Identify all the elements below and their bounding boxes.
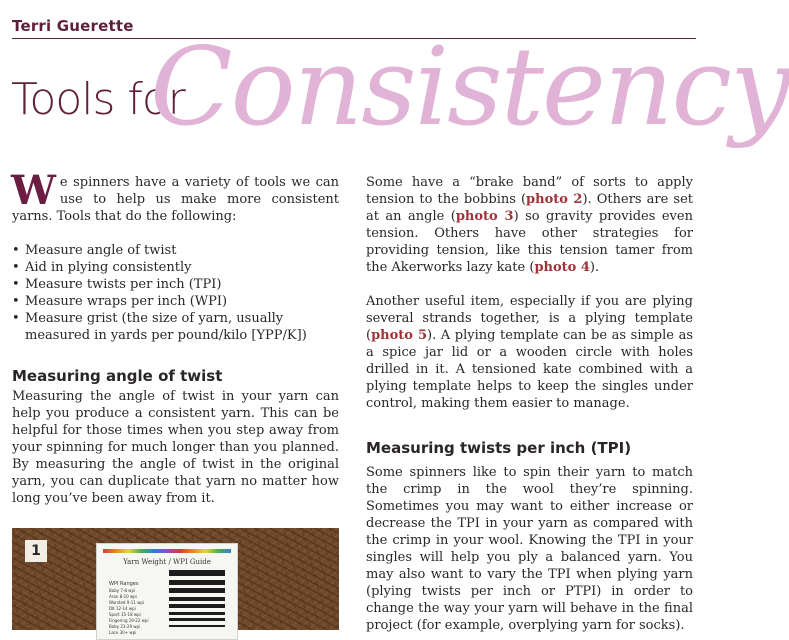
plying-template-paragraph: [366, 293, 693, 412]
wpi-bar: [169, 588, 225, 593]
card-row: DK 12-14 wpi: [109, 606, 136, 611]
wpi-bar: [169, 612, 225, 615]
author-name: Terri Guerette: [12, 17, 134, 35]
rainbow-stripe: [103, 549, 231, 553]
text-run: ).: [589, 260, 600, 275]
card-subtitle: WPI Ranges: [109, 581, 139, 587]
card-row: Worsted 9-11 wpi: [109, 600, 145, 605]
tpi-paragraph: Some spinners like to spin their yarn to match the crimp in the wool they’re spinning. Sometimes you may want to either increase or decrease the TPI in your yarn as compared with the crimp in your wool. Knowing the TPI in your singles will help you ply a balanced yarn. You may also want to vary the TPI when plying yarn (plying twists per inch or PTPI) in order to change the way your yarn will behave in the final project (for example, overplying yarn for socks).: [366, 465, 693, 633]
photo-reference: photo 3: [455, 209, 514, 224]
section-heading-tpi: Measuring twists per inch (TPI): [366, 439, 632, 457]
angle-paragraph: Measuring the angle of twist in your yarn can help you produce a consistent yarn. This can be helpful for those times when you step away from your spinning for much longer than you planned. By measuring the angle of twist in the original yarn, you can duplicate that yarn no matter how long you’ve been away from it.: [12, 389, 339, 506]
photo-1: [12, 528, 339, 635]
title-plain: Tools for: [11, 74, 185, 125]
card-row: Sport 15-18 wpi: [109, 612, 141, 617]
photo-reference: photo 5: [371, 328, 427, 343]
list-item: • Measure twists per inch (TPI): [12, 276, 339, 293]
photo-number-badge: 1: [25, 540, 47, 562]
wpi-bars: [169, 570, 225, 630]
wpi-bar: [169, 625, 225, 627]
tool-list: [12, 242, 339, 344]
section-heading-angle: Measuring angle of twist: [12, 367, 223, 385]
list-item: • Measure grist (the size of yarn, usually measured in yards per pound/kilo [YPP/K]): [12, 310, 339, 344]
card-row: Aran 8-10 wpi: [109, 594, 137, 599]
list-item: • Measure angle of twist: [12, 242, 339, 259]
list-item: • Measure wraps per inch (WPI): [12, 293, 339, 310]
card-row: Fingering 19-22 wpi: [109, 618, 149, 623]
photo-reference: photo 4: [534, 260, 590, 275]
wpi-bar: [169, 597, 225, 601]
tension-paragraph: [366, 174, 693, 276]
photo-reference: photo 2: [526, 192, 583, 207]
drop-cap: W: [11, 167, 56, 214]
wpi-bar: [169, 618, 225, 621]
text-run: Another useful item, especially if you are plying several strands together, is a plying template (: [366, 294, 693, 343]
wpi-bar: [169, 604, 225, 608]
list-item: • Aid in plying consistently: [12, 259, 339, 276]
right-column: [366, 174, 693, 634]
text-run: ) so gravity provides even tension. Others have other strategies for providing tension, like this tension tamer from the Akerworks lazy kate (: [366, 209, 693, 275]
card-row: Lace 30+ wpi: [109, 630, 137, 635]
text-run: ). A plying template can be as simple as a spice jar lid or a wooden circle with holes drilled in it. A tensioned kate combined with a plying template helps to keep the singles under control, making them easier to manage.: [366, 328, 693, 411]
left-column: [11, 167, 339, 507]
card-row: Baby 7-8 wpi: [109, 588, 136, 593]
wpi-bar: [169, 570, 225, 576]
title-script-word: Consistency: [150, 25, 789, 150]
card-title: Yarn Weight / WPI Guide: [123, 558, 211, 566]
card-row: Baby 23-29 wpi: [109, 624, 141, 629]
intro-text: e spinners have a variety of tools we can use to help us make more consistent yarns. Tools that do the following:: [12, 175, 339, 224]
intro-paragraph: [11, 167, 339, 225]
wpi-guide-card: [96, 543, 238, 640]
text-run: ). Others are set at an angle (: [366, 192, 693, 224]
text-run: Some have a “brake band” of sorts to apply tension to the bobbins (: [366, 175, 693, 207]
wpi-bar: [169, 580, 225, 585]
card-rows: [109, 588, 165, 636]
